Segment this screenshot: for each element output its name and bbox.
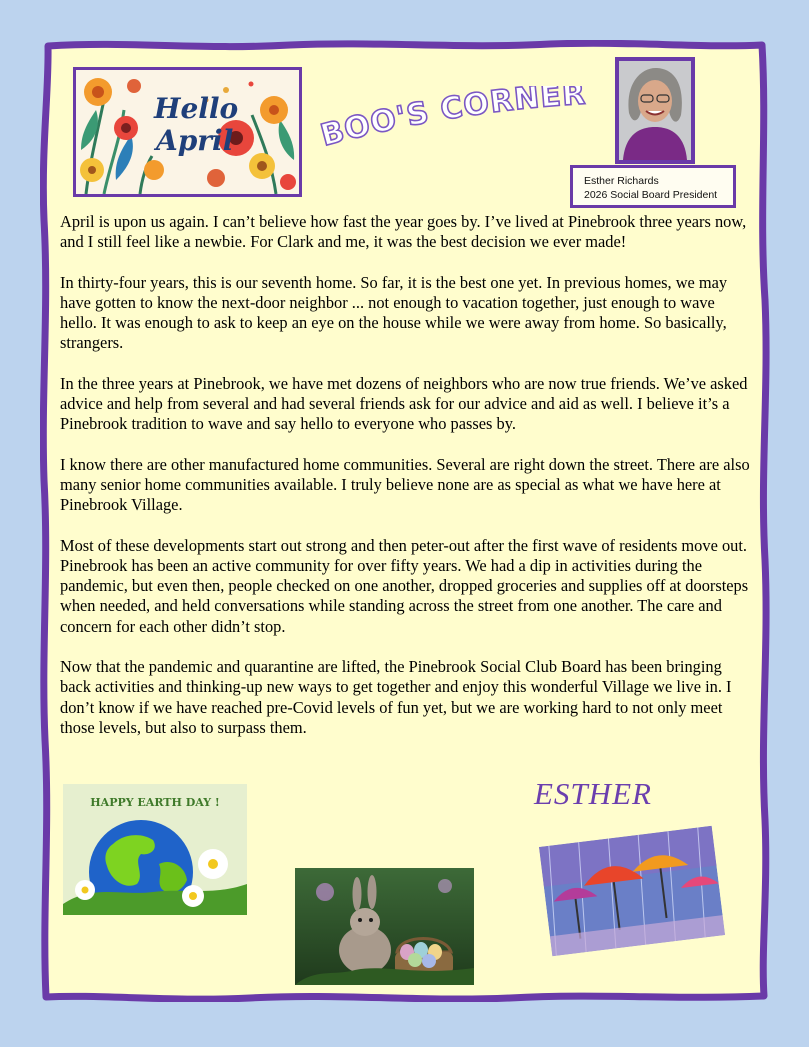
author-portrait (615, 57, 695, 164)
paragraph: I know there are other manufactured home communities. Several are right down the street. There are also many senior home communities available. I truly believe none are as special as what we have here at Pinebrook Village. (60, 454, 750, 515)
svg-text:BOO'S CORNER: BOO'S CORNER (318, 86, 588, 154)
paragraph: In thirty-four years, this is our seventh home. So far, it is the best one yet. In previous homes, we may have gotten to know the next-door neighbor ... not enough to vacation together, just enough to wave hello. It was enough to ask to keep an eye on the house while we were away from home. So basically, strangers. (60, 272, 728, 353)
paragraph: Now that the pandemic and quarantine are lifted, the Pinebrook Social Club Board has been bringing back activities and thinking-up new ways to get together and enjoy this wonderful Village we live in. I don’t know if we have reached pre-Covid levels of fun yet, but we are working hard to not only meet those levels, but also to surpass them. (60, 657, 732, 737)
paragraph: In the three years at Pinebrook, we have met dozens of neighbors who are now true friends. We’ve asked advice and help from several and had several friends ask for our advice and aid as well. I believe it’s a Pinebrook tradition to wave and say hello to everyone who passes by. (60, 373, 748, 434)
paragraph: Most of these developments start out strong and then peter-out after the first wave of residents move out. Pinebrook has been an active community for over fifty years. We had a dip in activities during the pandemic, but even then, people checked on one another, dropped groceries and supplies off at doorsteps when needed, and held conversations while standing across the street from one another. The care and concern for each other didn’t stop. (60, 535, 749, 636)
signature: ESTHER (534, 776, 652, 811)
article-body (60, 212, 752, 758)
earth-day-image (63, 784, 247, 915)
column-title (318, 86, 588, 158)
author-role: 2026 Social Board President (584, 189, 718, 201)
hello-april-floral-graphic (73, 67, 302, 197)
easter-bunny-image (295, 868, 474, 985)
author-caption (570, 165, 736, 208)
umbrella-painting-image (539, 826, 725, 956)
svg-text:April: April (156, 124, 234, 157)
paragraph: April is upon us again. I can’t believe how fast the year goes by. I’ve lived at Pinebrook three years now, and I still feel like a newbie. For Clark and me, it was the best decision we ever made! (60, 212, 747, 252)
svg-text:Hello: Hello (154, 92, 239, 125)
author-name: Esther Richards (584, 175, 659, 187)
svg-text:HAPPY EARTH DAY !: HAPPY EARTH DAY ! (90, 796, 220, 809)
